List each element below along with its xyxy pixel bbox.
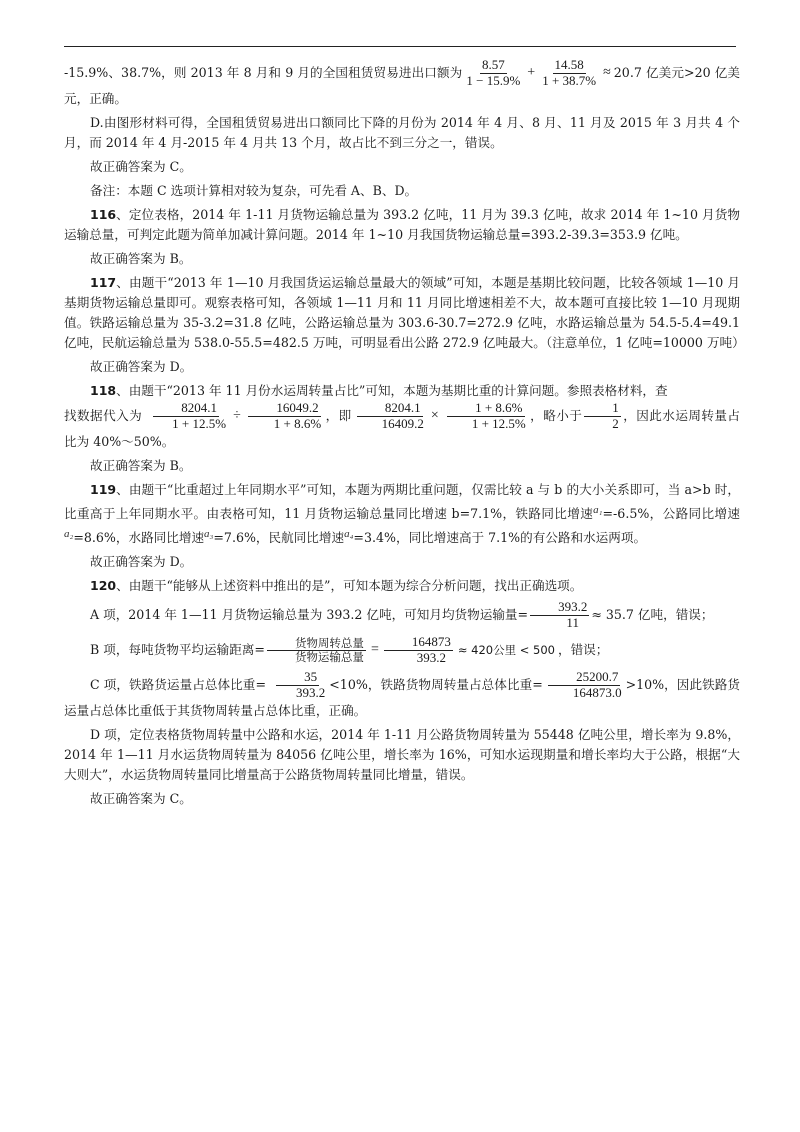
answer-119: 故正确答案为 D。 — [90, 554, 193, 570]
question-116: 116、定位表格，2014 年 1-11 月货物运输总量为 393.2 亿吨，11 月为 39.3 亿吨，故求 2014 年 1~10 月货物运输总量，可判定此题为简单加减计算问题。2014 年 1~10 月我国货物运输总量=393.2-39.3=353.9 亿吨。 — [64, 206, 740, 242]
fraction: $\frac{8204.1}{1 + 12.5\%}$ — [144, 401, 228, 432]
fraction: $\frac{25200.7}{164873.0}$ — [545, 670, 624, 701]
header-rule — [64, 46, 736, 47]
answer-117: 故正确答案为 D。 — [90, 358, 193, 374]
fraction: $\frac{8.57}{1 - 15.9\%}$ — [466, 57, 521, 88]
fraction: $\frac{393.2}{11}$ — [530, 600, 589, 631]
question-118: 118、由题干“2013 年 11 月份水运周转量占比”可知，本题为基期比重的计算问题。参照表格材料，查 找数据代入为 $\frac{8204.1}{1 + 12.5\%}$ ÷ $\frac{16049.2}{1 + 8.6\%}$ ，即 $\frac{8204.1}{16409.2}$ × $\frac{1 + 8.6\%}{1 + 12.5\%}$ ，略小于 $\frac{1}{2}$ ，因此水运周转量占比为 40%～50%。 — [64, 382, 741, 449]
answer-120: 故正确答案为 C。 — [90, 790, 192, 806]
note-line: 备注：本题 C 选项计算相对较为复杂，可先看 A、B、D。 — [90, 182, 418, 198]
fraction: $\frac{14.58}{1 + 38.7\%}$ — [542, 57, 597, 88]
fraction: $\frac{8204.1}{16409.2}$ — [354, 401, 426, 432]
fraction: $\frac{\text{货物周转总量}}{\text{货物运输总量}}$ — [267, 637, 366, 664]
document-body — [64, 57, 745, 813]
fraction: $\frac{35}{393.2}$ — [268, 670, 327, 701]
option-b-analysis: B 项，每吨货物平均运输距离= $\frac{\text{货物周转总量}}{\text{货物运输总量}}$ = $\frac{164873}{393.2}$ ≈ 420公里 < 500 ，错误； — [90, 634, 609, 665]
fraction: $\frac{164873}{393.2}$ — [384, 635, 453, 666]
question-119: 119、由题干“比重超过上年同期水平”可知，本题为两期比重问题，仅需比较 a 与 b 的大小关系即可，当 a>b 时，比重高于上年同期水平。由表格可知，11 月货物运输总量同比增速 b=7.1%，铁路同比增速a₁=-6.5%，公路同比增速a₂=8.6%，水路同比增速a₃=7.6%，民航同比增速a₄=3.4%，同比增速高于 7.1%的有公路和水运两项。 — [64, 481, 740, 546]
answer-118: 故正确答案为 B。 — [90, 457, 192, 473]
paragraph-c-conclusion: -15.9%、38.7%，则 2013 年 8 月和 9 月的全国租赁贸易进出口额为 $\frac{8.57}{1 - 15.9\%}$ + $\frac{14.58}{1 + 38.7\%}$ ≈ 20.7 亿美元>20 亿美元，正确。 — [64, 57, 740, 106]
option-a-analysis: A 项，2014 年 1—11 月货物运输总量为 393.2 亿吨，可知月均货物运输量= $\frac{393.2}{11}$ ≈ 35.7 亿吨，错误； — [90, 599, 714, 631]
fraction: $\frac{16049.2}{1 + 8.6\%}$ — [246, 401, 323, 432]
question-120: 120、由题干“能够从上述资料中推出的是”，可知本题为综合分析问题，找出正确选项。 — [90, 578, 583, 594]
option-c-analysis: C 项，铁路货运量占总体比重= $\frac{35}{393.2}$ <10%，铁路货物周转量占总体比重= $\frac{25200.7}{164873.0}$ >10%，因此铁路货运量占总体比重低于其货物周转量占总体比重，正确。 — [64, 668, 740, 718]
fraction: $\frac{1 + 8.6\%}{1 + 12.5\%}$ — [444, 401, 528, 432]
fraction: $\frac{1}{2}$ — [584, 401, 621, 432]
option-d-analysis: D 项，定位表格货物周转量中公路和水运，2014 年 1-11 月公路货物周转量为 55448 亿吨公里，增长率为 9.8%，2014 年 1—11 月水运货物周转量为 84056 亿吨公里，增长率为 16%，可知水运现期量和增长率均大于公路，根据“大大则大”，水运货物周转量同比增量高于公路货物周转量同比增量，错误。 — [64, 726, 740, 782]
paragraph-option-d: D.由图形材料可得，全国租赁贸易进出口额同比下降的月份为 2014 年 4 月、8 月、11 月及 2015 年 3 月共 4 个月，而 2014 年 4 月-2015 年 4 月共 13 个月，故占比不到三分之一，错误。 — [64, 114, 740, 150]
question-117: 117、由题干“2013 年 1—10 月我国货运运输总量最大的领域”可知，本题是基期比较问题，比较各领域 1—10 月基期货物运输总量即可。观察表格可知，各领域 1—11 月和 11 月同比增速相差不大，故本题可直接比较 1—10 月现期值。铁路运输总量为 35-3.2=31.8 亿吨，公路运输总量为 303.6-30.7=272.9 亿吨，水路运输总量为 54.5-5.4=49.1 亿吨，民航运输总量为 538.0-55.5=482.5 万吨，可明显看出公路 272.9 亿吨最大。（注意单位，1 亿吨=10000 万吨） — [64, 274, 745, 350]
answer-line: 故正确答案为 C。 — [90, 158, 192, 174]
answer-116: 故正确答案为 B。 — [90, 250, 192, 266]
